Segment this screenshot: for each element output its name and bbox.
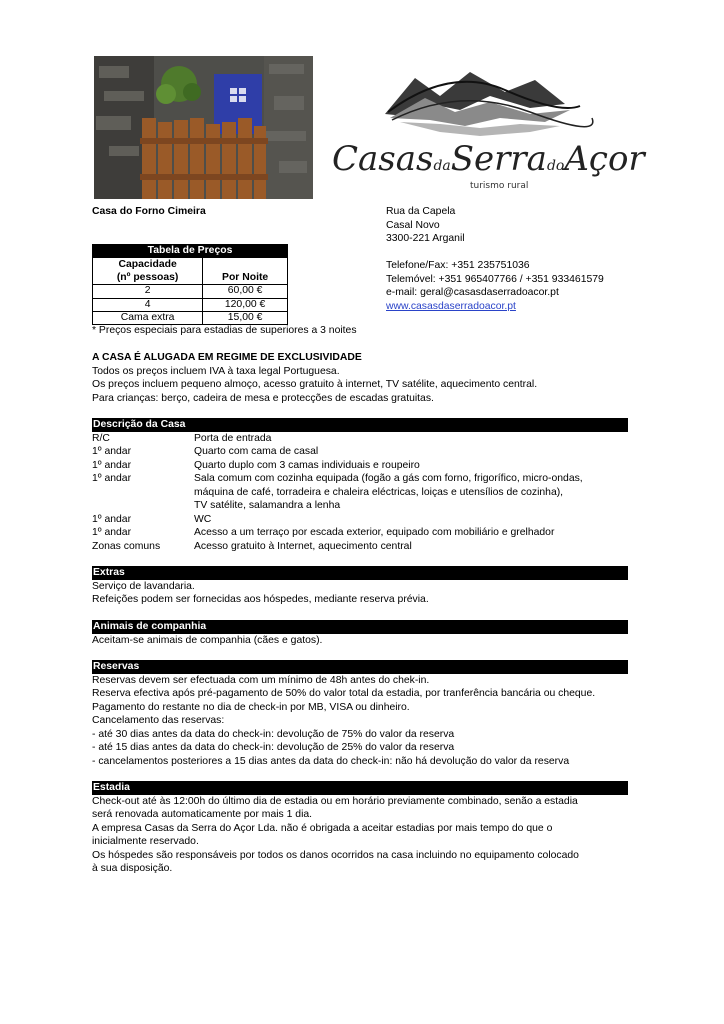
stay-line: inicialmente reservado. bbox=[92, 836, 199, 847]
reservations-line: Cancelamento das reservas: bbox=[92, 715, 225, 726]
pets-title: Animais de companhia bbox=[92, 620, 628, 634]
intro-line: Os preços incluem pequeno almoço, acesso gratuito à internet, TV satélite, aquecimento central. bbox=[92, 379, 538, 390]
company-logo bbox=[330, 66, 660, 192]
stay-line: à sua disposição. bbox=[92, 863, 173, 874]
price-table bbox=[92, 244, 288, 325]
extras-section bbox=[92, 566, 628, 607]
price-note: * Preços especiais para estadias de superiores a 3 noites bbox=[92, 325, 357, 336]
capacity-header: Capacidade bbox=[93, 258, 203, 271]
reservations-line: Pagamento do restante no dia de check-in por MB, VISA ou dinheiro. bbox=[92, 701, 410, 713]
contact-mobile: Telemóvel: +351 965407766 / +351 933461579 bbox=[386, 273, 604, 285]
intro-line: Para crianças: berço, cadeira de mesa e protecções de escadas gratuitas. bbox=[92, 392, 434, 404]
intro-heading: A CASA É ALUGADA EM REGIME DE EXCLUSIVIDADE bbox=[92, 352, 362, 363]
house-name: Casa do Forno Cimeira bbox=[92, 206, 206, 217]
address-street: Rua da Capela bbox=[386, 206, 456, 217]
reservations-title: Reservas bbox=[92, 660, 628, 674]
price-row: Cama extra 15,00 € bbox=[93, 311, 288, 324]
extras-line: Serviço de lavandaria. bbox=[92, 580, 195, 592]
description-row: 1º andar Quarto com cama de casal bbox=[92, 446, 319, 457]
stay-section bbox=[92, 781, 628, 876]
stay-line: Check-out até às 12:00h do último dia de estadia ou em horário previamente combinado, senão a estadia bbox=[92, 795, 578, 807]
intro-section bbox=[92, 351, 628, 405]
description-title: Descrição da Casa bbox=[92, 418, 628, 432]
stay-line: será renovada automaticamente por mais 1 dia. bbox=[92, 809, 313, 820]
reservations-line: - até 15 dias antes da data do check-in: devolução de 25% do valor da reserva bbox=[92, 742, 455, 753]
price-row: 4 120,00 € bbox=[93, 298, 288, 311]
description-row: 1º andar Acesso a um terraço por escada exterior, equipado com mobiliário e grelhador bbox=[92, 527, 555, 538]
description-row: 1º andar WC bbox=[92, 513, 212, 525]
extras-line: Refeições podem ser fornecidas aos hóspedes, mediante reserva prévia. bbox=[92, 594, 429, 605]
house-photo bbox=[94, 56, 313, 199]
address-locality: Casal Novo bbox=[386, 219, 440, 231]
reservations-line: - até 30 dias antes da data do check-in: devolução de 75% do valor da reserva bbox=[92, 728, 455, 740]
stay-line: Os hóspedes são responsáveis por todos os danos ocorridos na casa incluindo no equipamento colocado bbox=[92, 849, 579, 861]
extras-title: Extras bbox=[92, 566, 628, 580]
pets-section bbox=[92, 620, 628, 647]
logo-brand-text: CasasdaSerradoAçor bbox=[332, 139, 645, 179]
website-link[interactable]: www.casasdaserradoacor.pt bbox=[386, 300, 516, 312]
price-row: 2 60,00 € bbox=[93, 285, 288, 298]
contact-phone: Telefone/Fax: +351 235751036 bbox=[386, 260, 530, 271]
stay-line: A empresa Casas da Serra do Açor Lda. não é obrigada a aceitar estadias por mais tempo do que o bbox=[92, 822, 553, 834]
stay-title: Estadia bbox=[92, 781, 628, 795]
reservations-line: Reservas devem ser efectuada com um mínimo de 48h antes do chek-in. bbox=[92, 674, 430, 686]
reservations-line: - cancelamentos posteriores a 15 dias antes da data do check-in: não há devolução do valor da reserva bbox=[92, 755, 570, 767]
logo-tagline: turismo rural bbox=[470, 181, 529, 191]
contact-email: e-mail: geral@casasdaserradoacor.pt bbox=[386, 287, 559, 298]
description-row: Zonas comuns Acesso gratuito à Internet, aquecimento central bbox=[92, 540, 412, 552]
reservations-section bbox=[92, 660, 628, 768]
address-postal: 3300-221 Arganil bbox=[386, 233, 465, 244]
capacity-header-sub: (nº pessoas) bbox=[93, 271, 203, 284]
description-row: 1º andar Sala comum com cozinha equipada (fogão a gás com forno, frigorífico, micro-ondas, máquina de café, torradeira e chaleira eléctricas, loiças e utensílios de cozinha), TV satélite, salamandra a lenha bbox=[92, 473, 583, 511]
description-row: 1º andar Quarto duplo com 3 camas individuais e roupeiro bbox=[92, 459, 420, 471]
contact-address bbox=[386, 205, 666, 313]
description-section bbox=[92, 418, 628, 553]
reservations-line: Reserva efectiva após pré-pagamento de 50% do valor total da estadia, por tranferência bancária ou cheque. bbox=[92, 688, 596, 699]
pets-line: Aceitam-se animais de companhia (cães e gatos). bbox=[92, 634, 323, 646]
intro-line: Todos os preços incluem IVA à taxa legal Portuguesa. bbox=[92, 365, 340, 377]
description-row: R/C Porta de entrada bbox=[92, 432, 272, 444]
price-header: Por Noite bbox=[203, 271, 288, 284]
price-table-title: Tabela de Preços bbox=[93, 245, 288, 258]
